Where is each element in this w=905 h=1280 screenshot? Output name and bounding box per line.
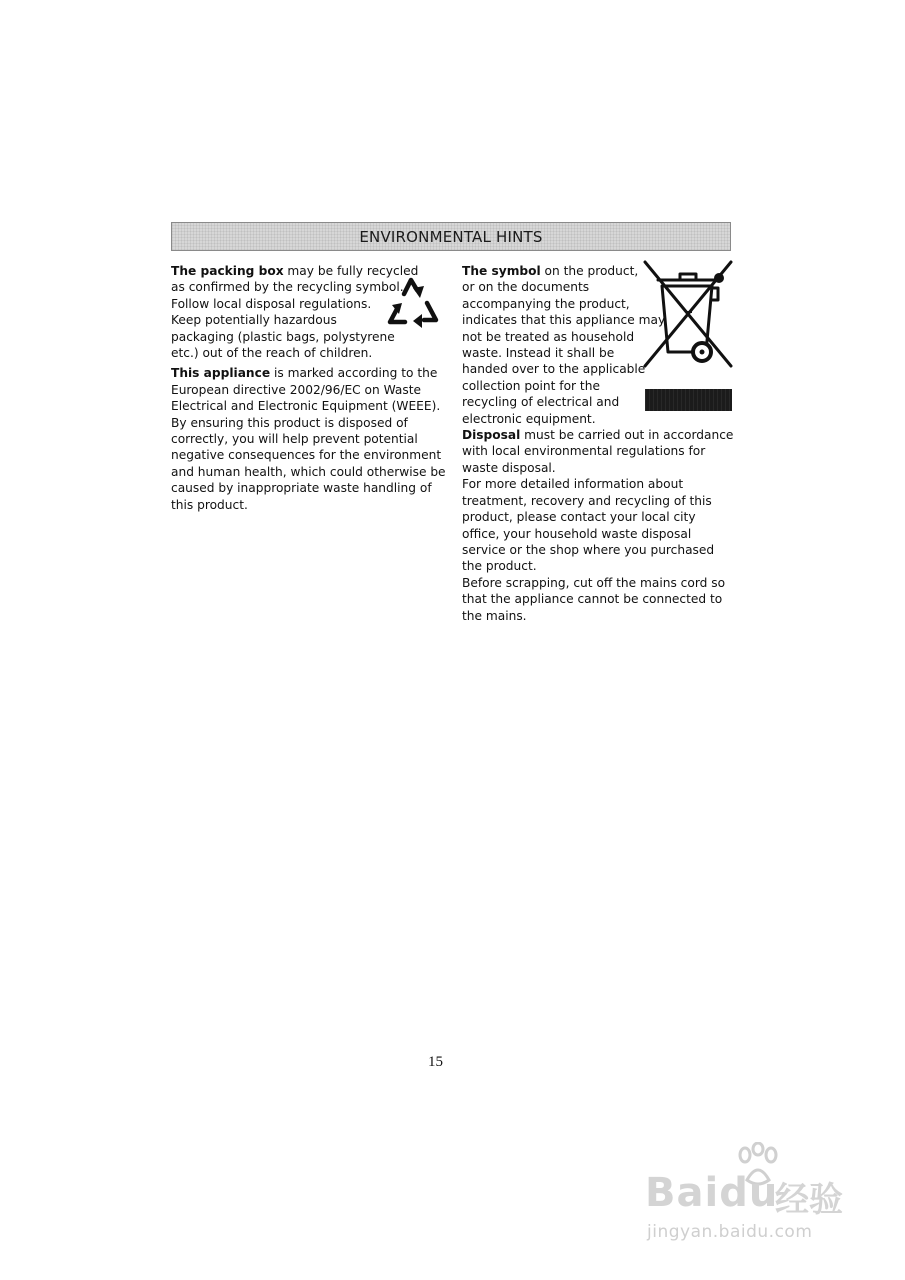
appliance-paragraph: [171, 365, 446, 513]
watermark-url: jingyan.baidu.com: [647, 1222, 813, 1242]
packing-line-3: Follow local disposal regulations.: [171, 296, 372, 311]
packing-line-5: packaging (plastic bags, polystyrene: [171, 329, 395, 344]
symbol-line-9: recycling of electrical and: [462, 395, 620, 410]
recycle-icon: [380, 270, 444, 332]
section-title: ENVIRONMENTAL HINTS: [359, 227, 543, 246]
packing-line-1: may be fully recycled: [283, 264, 419, 278]
page-number: 15: [428, 1054, 443, 1070]
symbol-label: The symbol: [462, 264, 541, 278]
symbol-line-6: waste. Instead it shall be: [462, 346, 615, 361]
packing-line-2: as confirmed by the recycling symbol.: [171, 280, 404, 295]
symbol-line-3: accompanying the product,: [462, 296, 630, 311]
packing-line-6: etc.) out of the reach of children.: [171, 346, 373, 361]
section-header: [171, 222, 731, 251]
watermark-cn-text: 经验: [775, 1180, 843, 1220]
symbol-line-1: on the product,: [540, 264, 639, 278]
symbol-line-10: electronic equipment.: [462, 411, 596, 426]
weee-black-bar: [645, 389, 732, 411]
symbol-line-4: indicates that this appliance may: [462, 313, 666, 328]
appliance-label: This appliance: [171, 366, 271, 381]
packing-line-4: Keep potentially hazardous: [171, 313, 337, 328]
disposal-text: must be carried out in accordance with local environmental regulations for waste disposal.: [462, 428, 734, 475]
more-info-paragraph: For more detailed information about treatment, recovery and recycling of this product, please contact your local city office, your household waste disposal service or the shop where you purchased the product.: [462, 477, 715, 574]
symbol-line-2: or on the documents: [462, 280, 590, 295]
symbol-line-7: handed over to the applicable: [462, 362, 646, 377]
watermark-logo: Baidu: [645, 1170, 779, 1216]
crossed-out-wheelie-bin-icon: [640, 258, 736, 368]
symbol-line-8: collection point for the: [462, 378, 600, 393]
disposal-paragraph: [462, 427, 734, 476]
disposal-label: Disposal: [462, 428, 521, 443]
scrapping-paragraph: Before scrapping, cut off the mains cord so that the appliance cannot be connected to the mains.: [462, 575, 726, 623]
symbol-line-5: not be treated as household: [462, 329, 635, 344]
appliance-text: is marked according to the European directive 2002/96/EC on Waste Electrical and Electronic Equipment (WEEE). By ensuring this product is disposed of correctly, you will help prevent potential negative consequences for the environment and human health, which could otherwise be caused by inappropriate waste handling of this product.: [171, 366, 446, 512]
baidu-watermark: [645, 1142, 865, 1262]
packing-box-label: The packing box: [171, 264, 284, 278]
